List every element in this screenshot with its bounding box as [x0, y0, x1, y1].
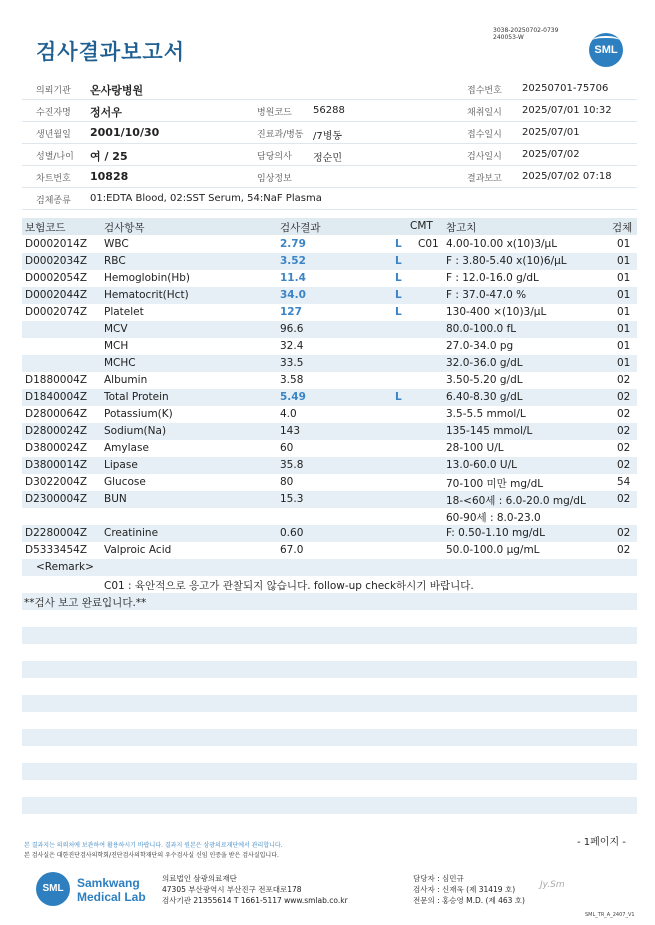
blank-row — [22, 695, 637, 712]
remark-text: C01 : 육안적으로 응고가 관찰되지 않습니다. follow-up check하시기 바랍니다. — [104, 580, 474, 592]
brand-line2: Medical Lab — [77, 890, 146, 904]
blank-row — [22, 627, 637, 644]
header-item: 검사항목 — [104, 222, 145, 234]
blank-row — [22, 797, 637, 814]
result-value: 60 — [280, 442, 294, 454]
collection-value: 2025/07/01 10:32 — [522, 105, 612, 116]
result-item: MCHC — [104, 357, 136, 369]
doctor-label: 담당의사 — [257, 152, 292, 162]
result-specimen: 01 — [617, 323, 631, 335]
blank-row — [22, 763, 637, 780]
addr-line3: 검사기관 21355614 T 1661-5117 www.smlab.co.kr — [162, 896, 348, 905]
table-row — [22, 508, 637, 525]
table-row — [22, 355, 637, 372]
info-row — [22, 144, 637, 166]
page-number: - 1페이지 - — [577, 837, 626, 848]
result-specimen: 02 — [617, 442, 631, 454]
result-value: 0.60 — [280, 527, 304, 539]
document-number — [493, 27, 558, 41]
result-flag: L — [395, 289, 402, 301]
result-item: MCH — [104, 340, 129, 352]
result-reference: 18-<60세 : 6.0-20.0 mg/dL — [446, 495, 586, 507]
addr-line2: 47305 부산광역시 부산진구 전포대로178 — [162, 885, 302, 894]
chart-label: 차트번호 — [36, 174, 71, 184]
result-flag: L — [395, 238, 402, 250]
table-row — [22, 406, 637, 423]
result-specimen: 01 — [617, 238, 631, 250]
table-row — [22, 423, 637, 440]
dept-label: 진료과/병동 — [257, 130, 304, 140]
reported-label: 결과보고 — [467, 174, 502, 184]
result-specimen: 01 — [617, 306, 631, 318]
result-specimen: 02 — [617, 425, 631, 437]
result-reference: F : 37.0-47.0 % — [446, 289, 527, 301]
table-row — [22, 270, 637, 287]
result-value: 2.79 — [280, 238, 306, 250]
result-specimen: 54 — [617, 476, 631, 488]
table-row — [22, 457, 637, 474]
receipt-no-label: 접수번호 — [467, 86, 502, 96]
result-reference: F : 12.0-16.0 g/dL — [446, 272, 539, 284]
header-result: 검사결과 — [280, 222, 321, 234]
result-item: MCV — [104, 323, 128, 335]
result-specimen: 02 — [617, 544, 631, 556]
result-reference: 135-145 mmol/L — [446, 425, 533, 437]
footer-address — [162, 873, 348, 906]
result-value: 143 — [280, 425, 301, 437]
info-row — [22, 78, 637, 100]
result-item: BUN — [104, 493, 127, 505]
result-reference: 28-100 U/L — [446, 442, 504, 454]
report-complete-row — [22, 593, 637, 610]
result-code: D0002014Z — [25, 238, 88, 250]
table-row — [22, 389, 637, 406]
result-code: D1840004Z — [25, 391, 88, 403]
result-value: 80 — [280, 476, 294, 488]
result-item: Sodium(Na) — [104, 425, 167, 437]
result-item: Platelet — [104, 306, 144, 318]
signature: Jy.Sm — [540, 880, 565, 890]
remark-title: <Remark> — [36, 561, 94, 573]
result-item: Glucose — [104, 476, 146, 488]
remark-text-row — [22, 576, 637, 593]
info-row — [22, 122, 637, 144]
result-specimen: 01 — [617, 255, 631, 267]
result-specimen: 02 — [617, 374, 631, 386]
receipt-no-value: 20250701-75706 — [522, 83, 609, 94]
doctor-value: 정순민 — [313, 153, 342, 164]
result-value: 11.4 — [280, 272, 306, 284]
result-code: D0002044Z — [25, 289, 88, 301]
header-cmt: CMT — [410, 220, 433, 232]
result-code: D2800064Z — [25, 408, 88, 420]
footer-sml-logo: SML — [36, 872, 70, 906]
result-specimen: 02 — [617, 493, 631, 505]
result-value: 5.49 — [280, 391, 306, 403]
result-flag: L — [395, 391, 402, 403]
result-item: Hematocrit(Hct) — [104, 289, 189, 301]
result-flag: L — [395, 255, 402, 267]
clinical-label: 임상정보 — [257, 174, 292, 184]
result-reference: 3.50-5.20 g/dL — [446, 374, 523, 386]
institution-label: 의뢰기관 — [36, 86, 71, 96]
result-specimen: 02 — [617, 408, 631, 420]
info-row — [22, 100, 637, 122]
addr-line1: 의료법인 삼광의료재단 — [162, 874, 237, 883]
sex-age-label: 성별/나이 — [36, 152, 74, 162]
result-reference: 32.0-36.0 g/dL — [446, 357, 523, 369]
result-reference: F : 3.80-5.40 x(10)6/μL — [446, 255, 567, 267]
result-code: D0002054Z — [25, 272, 88, 284]
document-number-line1: 3038-20250702-0739 — [493, 27, 559, 34]
result-code: D5333454Z — [25, 544, 88, 556]
result-code: D3800014Z — [25, 459, 88, 471]
result-item: Lipase — [104, 459, 138, 471]
result-specimen: 02 — [617, 391, 631, 403]
result-code: D0002034Z — [25, 255, 88, 267]
blank-row — [22, 729, 637, 746]
header-code: 보험코드 — [25, 222, 66, 234]
footer-note-1: 본 결과지는 의뢰처에 보관하여 활용하시기 바랍니다. 결과지 원본은 삼광의료재단에서 관리합니다. — [24, 842, 283, 849]
result-item: Amylase — [104, 442, 149, 454]
footer-note-2: 본 검사실은 대한진단검사의학회/진단검사의학재단의 우수검사실 신임 인증을 받은 검사실입니다. — [24, 852, 279, 859]
specimen-label: 검체종류 — [36, 196, 71, 206]
table-row — [22, 338, 637, 355]
table-row — [22, 321, 637, 338]
result-value: 127 — [280, 306, 302, 318]
result-reference: 50.0-100.0 μg/mL — [446, 544, 540, 556]
patient-info-table — [22, 78, 637, 210]
result-reference: 6.40-8.30 g/dL — [446, 391, 523, 403]
result-item: Potassium(K) — [104, 408, 173, 420]
blank-row — [22, 661, 637, 678]
info-row — [22, 166, 637, 188]
received-label: 접수일시 — [467, 130, 502, 140]
result-specimen: 01 — [617, 357, 631, 369]
result-flag: L — [395, 306, 402, 318]
result-reference: 4.00-10.00 x(10)3/μL — [446, 238, 558, 250]
hospital-code-label: 병원코드 — [257, 108, 292, 118]
hospital-code-value: 56288 — [313, 105, 345, 116]
tested-value: 2025/07/02 — [522, 149, 580, 160]
footer-brand — [77, 876, 146, 904]
form-code: SML_TR_A_2407_V1 — [585, 912, 635, 918]
result-specimen: 01 — [617, 272, 631, 284]
sign-line2: 검사자 : 신재욱 (제 31419 호) — [413, 885, 516, 894]
result-code: D2280004Z — [25, 527, 88, 539]
result-item: RBC — [104, 255, 126, 267]
result-value: 34.0 — [280, 289, 306, 301]
tested-label: 검사일시 — [467, 152, 502, 162]
result-specimen: 01 — [617, 340, 631, 352]
result-specimen: 02 — [617, 527, 631, 539]
result-value: 3.52 — [280, 255, 306, 267]
result-code: D2800024Z — [25, 425, 88, 437]
brand-line1: Samkwang — [77, 876, 140, 890]
result-value: 33.5 — [280, 357, 304, 369]
result-code: D3022004Z — [25, 476, 88, 488]
received-value: 2025/07/01 — [522, 127, 580, 138]
report-title: 검사결과보고서 — [36, 40, 186, 64]
result-item: Hemoglobin(Hb) — [104, 272, 191, 284]
footer-signatories — [413, 873, 525, 906]
table-row — [22, 287, 637, 304]
collection-label: 채취일시 — [467, 108, 502, 118]
result-specimen: 02 — [617, 459, 631, 471]
result-code: D3800024Z — [25, 442, 88, 454]
result-specimen: 01 — [617, 289, 631, 301]
result-reference: F: 0.50-1.10 mg/dL — [446, 527, 545, 539]
table-row — [22, 372, 637, 389]
result-code: D2300004Z — [25, 493, 88, 505]
result-reference: 130-400 ×(10)3/μL — [446, 306, 547, 318]
result-reference: 70-100 미만 mg/dL — [446, 478, 544, 490]
patient-value: 정서우 — [90, 106, 122, 119]
dept-value: /7병동 — [313, 131, 343, 142]
result-value: 15.3 — [280, 493, 304, 505]
dob-value: 2001/10/30 — [90, 126, 160, 139]
table-row — [22, 542, 637, 559]
table-row — [22, 236, 637, 253]
sign-line3: 전문의 : 홍승영 M.D. (제 463 호) — [413, 896, 525, 905]
specimen-value: 01:EDTA Blood, 02:SST Serum, 54:NaF Plasma — [90, 193, 322, 204]
result-code: D1880004Z — [25, 374, 88, 386]
result-reference: 60-90세 : 8.0-23.0 — [446, 512, 541, 524]
sign-line1: 담당자 : 심민규 — [413, 874, 464, 883]
info-row — [22, 188, 637, 210]
result-value: 4.0 — [280, 408, 297, 420]
result-code: D0002074Z — [25, 306, 88, 318]
sex-age-value: 여 / 25 — [90, 150, 128, 163]
result-item: Albumin — [104, 374, 148, 386]
result-item: Creatinine — [104, 527, 159, 539]
table-row — [22, 304, 637, 321]
table-row — [22, 440, 637, 457]
result-reference: 13.0-60.0 U/L — [446, 459, 517, 471]
result-value: 67.0 — [280, 544, 304, 556]
header-specimen: 검체 — [612, 222, 633, 234]
document-number-line2: 240053-W — [493, 34, 524, 41]
table-row — [22, 474, 637, 491]
result-item: WBC — [104, 238, 129, 250]
dob-label: 생년월일 — [36, 130, 71, 140]
result-reference: 27.0-34.0 pg — [446, 340, 514, 352]
result-cmt: C01 — [418, 238, 439, 250]
report-complete: **검사 보고 완료입니다.** — [24, 597, 147, 609]
header-reference: 참고치 — [446, 222, 477, 234]
result-item: Valproic Acid — [104, 544, 172, 556]
result-value: 32.4 — [280, 340, 304, 352]
table-row — [22, 525, 637, 542]
remark-title-row — [22, 559, 637, 576]
table-row — [22, 491, 637, 508]
institution-value: 온사랑병원 — [90, 84, 144, 97]
result-value: 96.6 — [280, 323, 304, 335]
sml-logo: SML — [589, 33, 623, 67]
patient-label: 수진자명 — [36, 108, 71, 118]
result-reference: 80.0-100.0 fL — [446, 323, 517, 335]
result-value: 3.58 — [280, 374, 304, 386]
result-item: Total Protein — [104, 391, 169, 403]
result-flag: L — [395, 272, 402, 284]
chart-value: 10828 — [90, 170, 129, 183]
result-value: 35.8 — [280, 459, 304, 471]
result-reference: 3.5-5.5 mmol/L — [446, 408, 526, 420]
results-header — [22, 218, 637, 235]
reported-value: 2025/07/02 07:18 — [522, 171, 612, 182]
table-row — [22, 253, 637, 270]
